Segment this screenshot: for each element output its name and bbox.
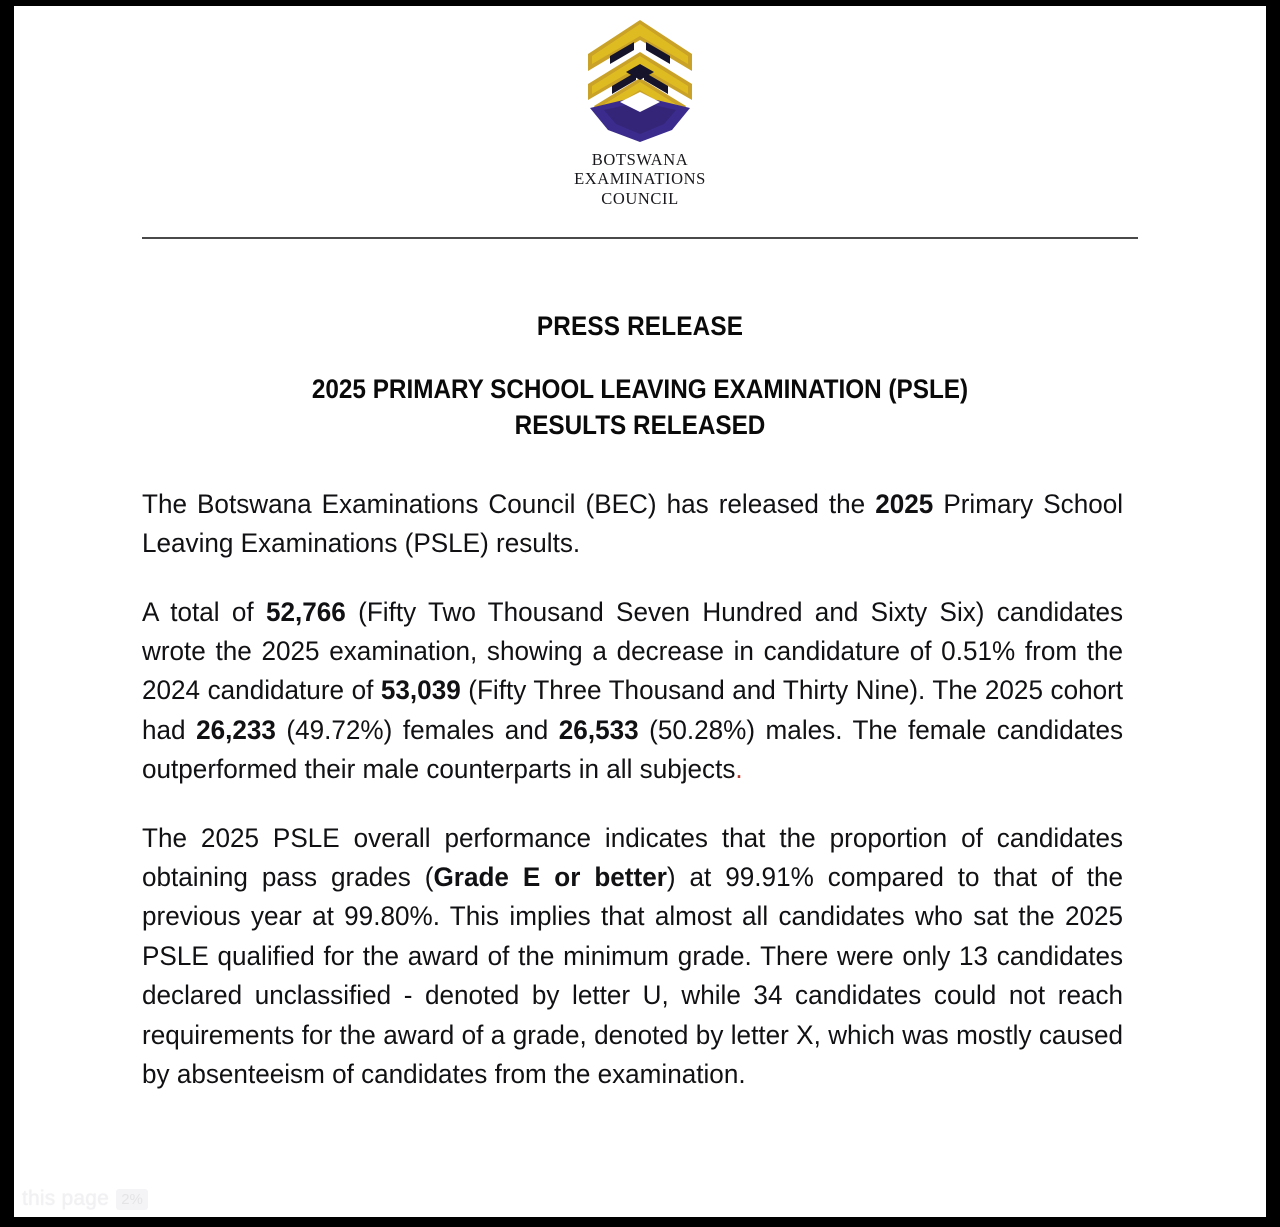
p2-bold-female-count: 26,233 <box>196 714 276 745</box>
botswana-examinations-council-logo-icon <box>576 14 704 146</box>
p1-text-1: The Botswana Examinations Council (BEC) has released the <box>142 488 876 519</box>
p1-bold-year: 2025 <box>875 488 934 519</box>
document-page <box>14 6 1266 1217</box>
p2-text-5: (50.28%) males. The female candidates outperformed their male counterparts in all subjects <box>142 714 1124 785</box>
page-title-line-2: RESULTS RELEASED <box>514 409 766 440</box>
page-title <box>77 372 1204 444</box>
page-overlay-remnant <box>22 1187 148 1211</box>
overlay-ghost-badge: 2% <box>116 1189 148 1210</box>
p3-text-1: The 2025 PSLE overall performance indicates that the proportion of candidates obtaining pass grades ( <box>142 822 1124 892</box>
p3-text-2: ) at 99.91% compared to that of the previous year at 99.80%. This implies that almost all candidates who sat the 2025 PSLE qualified for the award of the minimum grade. There were only 13 candidates declared unclassified - denoted by letter U, while 34 candidates could not reach requirements for the award of a grade, denoted by letter X, which was mostly caused by absenteeism of candidates from the examination. <box>142 861 1124 1089</box>
p3-bold-grade-e: Grade E or better <box>433 861 667 892</box>
overlay-ghost-text: this page <box>22 1187 110 1210</box>
press-release-label: PRESS RELEASE <box>536 310 744 341</box>
page-title-line-1: 2025 PRIMARY SCHOOL LEAVING EXAMINATION (PSLE) <box>311 373 969 404</box>
p2-bold-prev-candidature: 53,039 <box>380 675 461 706</box>
org-line-2: EXAMINATIONS <box>574 169 706 189</box>
org-line-1: BOTSWANA <box>591 150 689 169</box>
p1-text-2: Primary School Leaving Examinations (PSLE) results. <box>142 488 1124 559</box>
paragraph-3 <box>142 819 1123 1095</box>
p2-bold-male-count: 26,533 <box>558 714 639 745</box>
document-headings <box>14 311 1266 444</box>
paragraph-2 <box>142 593 1123 790</box>
p2-text-3: (Fifty Three Thousand and Thirty Nine). The 2025 cohort had <box>142 675 1124 745</box>
org-line-3: COUNCIL <box>601 188 679 208</box>
paragraph-1 <box>142 485 1123 564</box>
p2-bold-total-candidates: 52,766 <box>265 596 346 627</box>
document-body <box>142 444 1138 1095</box>
p2-text-1: A total of <box>142 596 266 627</box>
p2-text-2: (Fifty Two Thousand Seven Hundred and Sixty Six) candidates wrote the 2025 examination, showing a decrease in candidature of 0.51% from the 2024 candidature of <box>142 596 1124 706</box>
p2-red-period: . <box>735 754 743 785</box>
letterhead-divider <box>142 237 1138 239</box>
organisation-name <box>574 150 706 208</box>
p2-text-4: (49.72%) females and <box>275 714 559 745</box>
letterhead <box>14 6 1266 239</box>
